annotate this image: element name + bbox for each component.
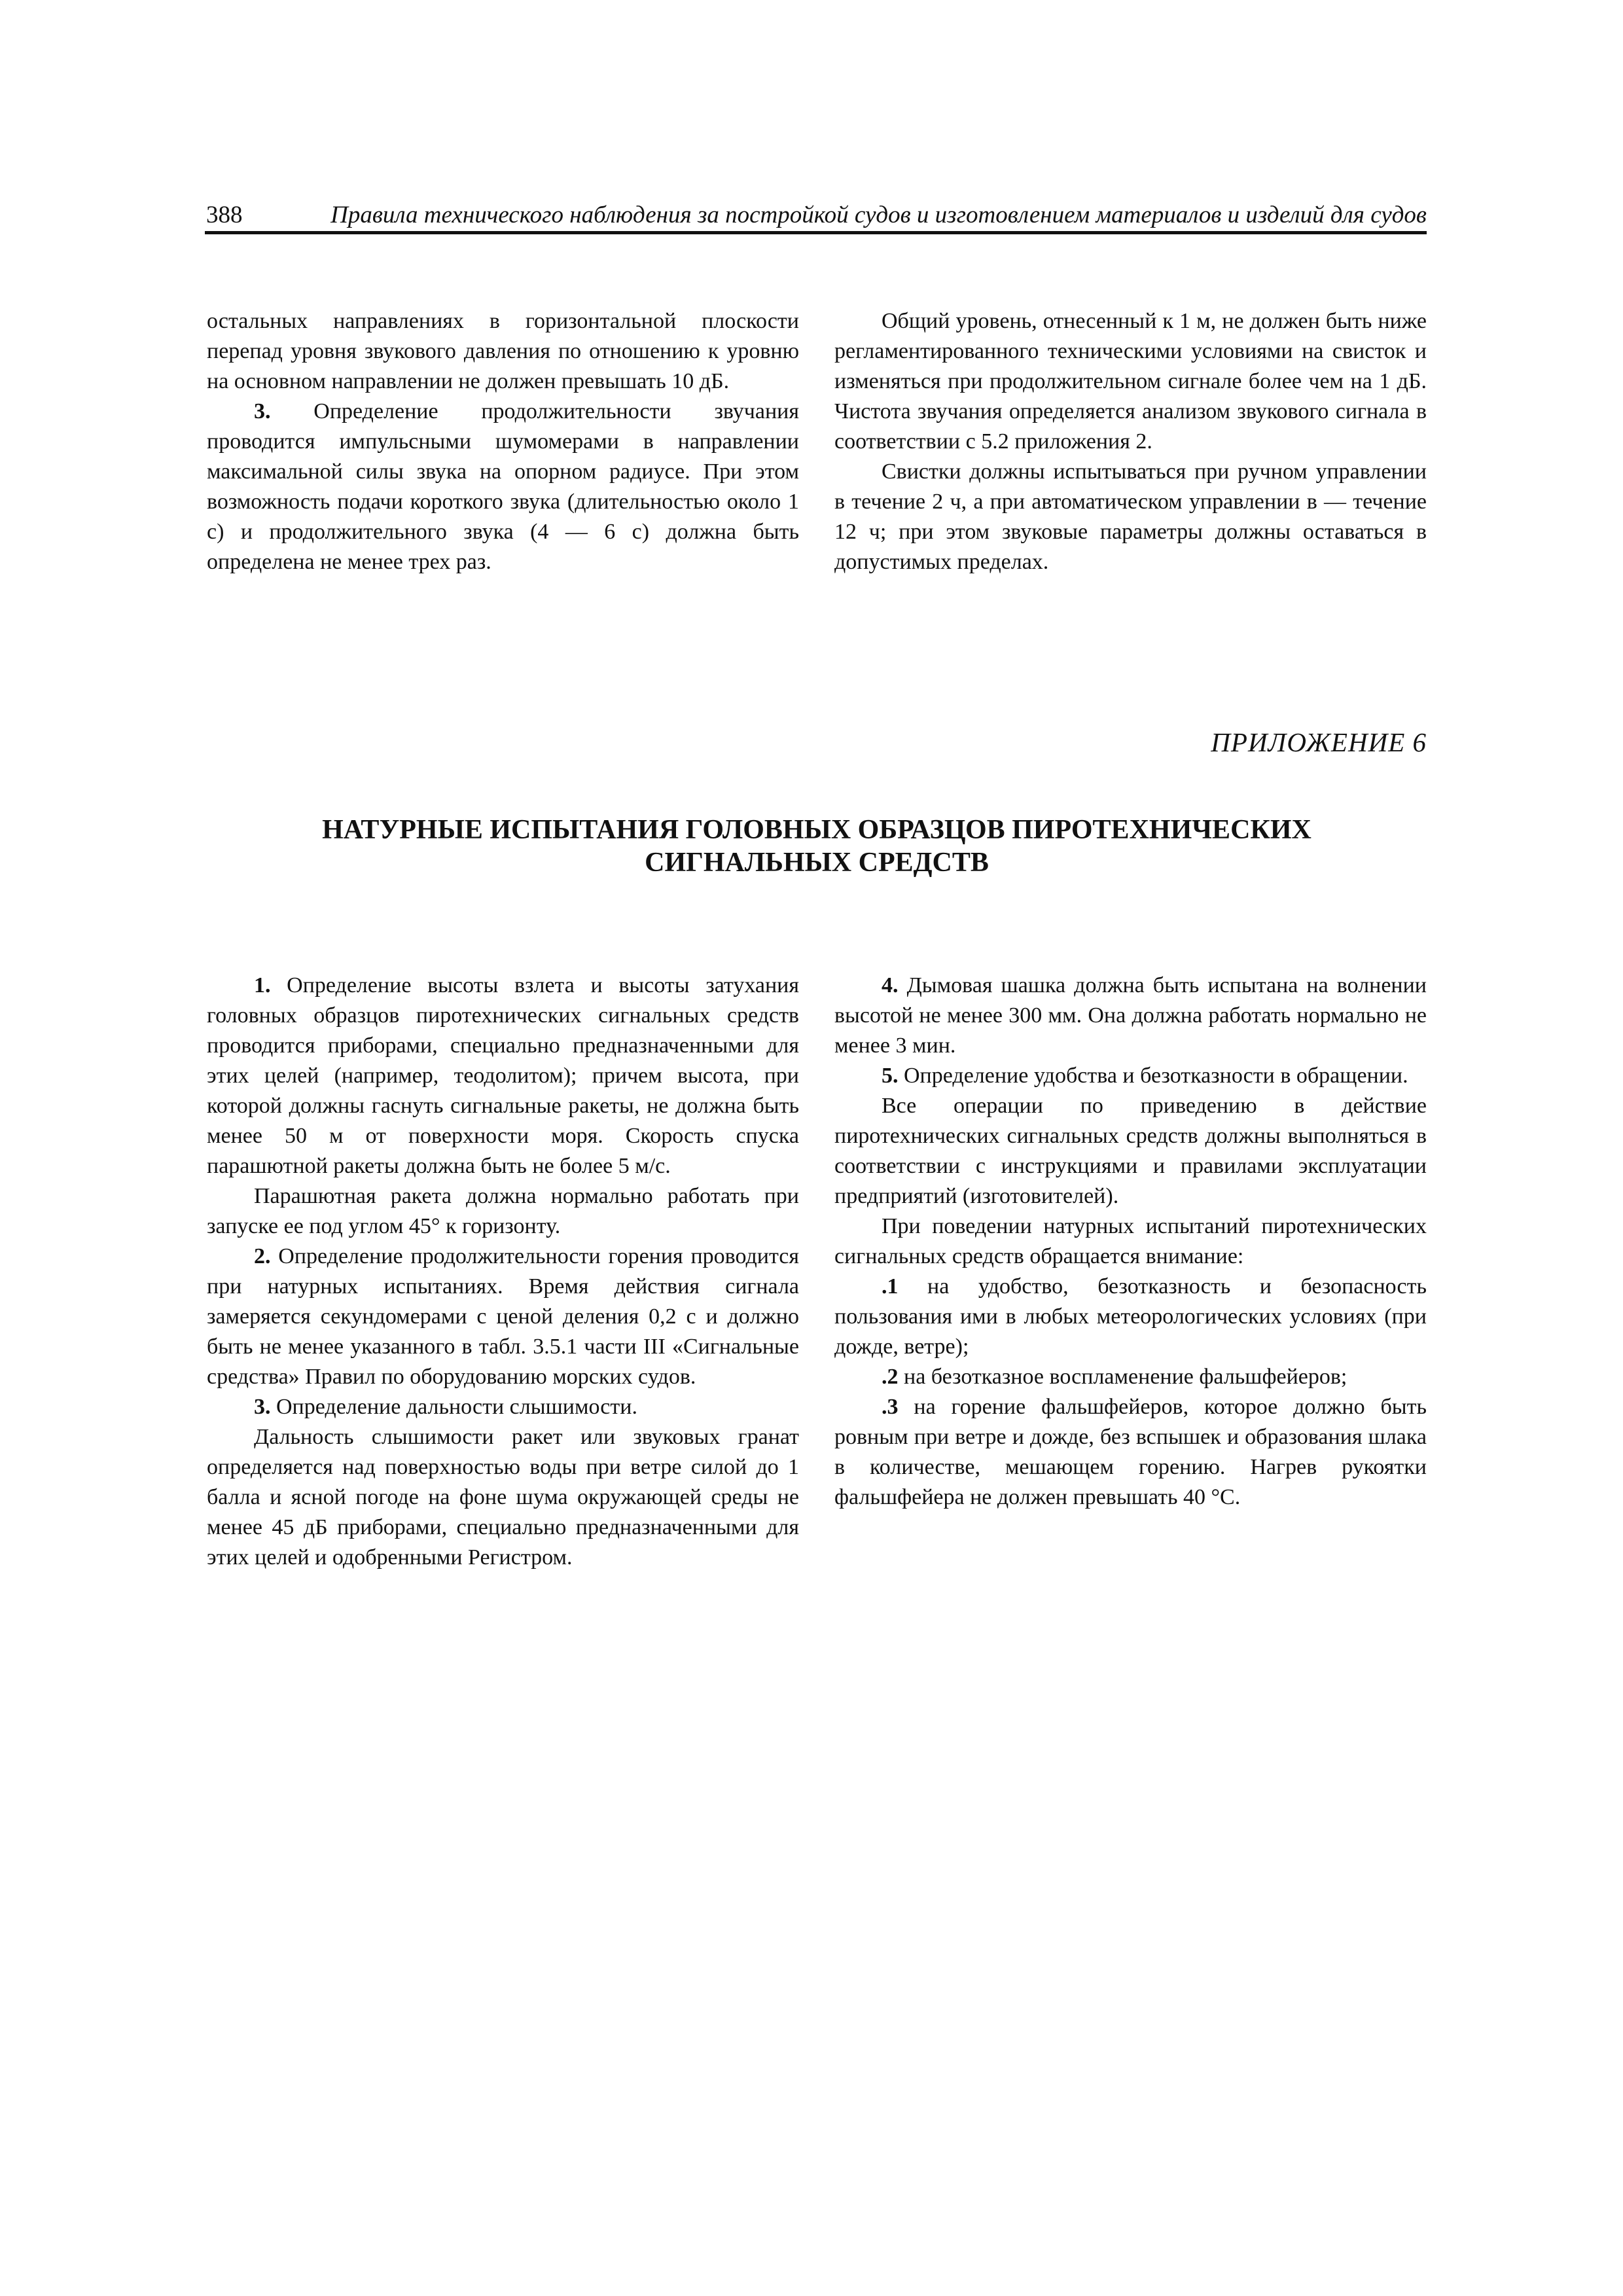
paragraph-text: Дымовая шашка должна быть испытана на волнении высотой не менее 300 мм. Она должна работать нормально не менее 3 мин. [834, 973, 1427, 1058]
paragraph-text: Определение удобства и безотказности в обращении. [898, 1064, 1408, 1088]
paragraph-text: Определение дальности слышимости. [270, 1395, 637, 1419]
paragraph [834, 457, 1427, 577]
section-title [207, 814, 1427, 879]
item-number: 5. [882, 1064, 899, 1088]
paragraph-text: Все операции по приведению в действие пиротехнических сигнальных средств должны выполняться в соответствии с инструкциями и правилами эксплуатации предприятий (изготовителей). [834, 1094, 1427, 1208]
item-number: 4. [882, 973, 899, 997]
paragraph [834, 1211, 1427, 1272]
item-number: 1. [254, 973, 271, 997]
paragraph [207, 1392, 799, 1422]
paragraph-text: на удобство, безотказность и безопасность пользования ими в любых метеорологических условиях (при дожде, ветре); [834, 1274, 1427, 1359]
paragraph-text: Определение продолжительности горения проводится при натурных испытаниях. Время действия сигнала замеряется секундомерами с ценой деления 0,2 с и должно быть не менее указанного в табл. 3.5.1 части III «Сигнальные средства» Правил по оборудованию морских судов. [207, 1244, 799, 1389]
paragraph-text: При поведении натурных испытаний пиротехнических сигнальных средств обращается внимание: [834, 1214, 1427, 1268]
paragraph [834, 1272, 1427, 1362]
paragraph [834, 1392, 1427, 1513]
paragraph [834, 1061, 1427, 1091]
paragraph-text: Свистки должны испытываться при ручном управлении в течение 2 ч, а при автоматическом управлении в — течение 12 ч; при этом звуковые параметры должны оставаться в допустимых пределах. [834, 459, 1427, 574]
top-left-column [207, 306, 799, 577]
paragraph [834, 971, 1427, 1061]
paragraph-text: на безотказное воспламенение фальшфейеров; [898, 1365, 1347, 1389]
paragraph [207, 971, 799, 1181]
page-number: 388 [206, 202, 243, 228]
paragraph [207, 397, 799, 577]
paragraph-text: Дальность слышимости ракет или звуковых гранат определяется над поверхностью воды при ветре силой до 1 балла и ясной погоде на фоне шума окружающей среды не менее 45 дБ приборами, специально предназначенными для этих целей и одобренными Регистром. [207, 1425, 799, 1570]
paragraph [207, 1422, 799, 1573]
bottom-right-column [834, 971, 1427, 1513]
paragraph-text: Парашютная ракета должна нормально работать при запуске ее под углом 45° к горизонту. [207, 1184, 799, 1238]
paragraph-text: Определение продолжительности звучания проводится импульсными шумомерами в направлении максимальной силы звука на опорном радиусе. При этом возможность подачи короткого звука (длительностью около 1 с) и продолжительного звука (4 — 6 с) должна быть определена не менее трех раз. [207, 399, 799, 574]
paragraph [207, 306, 799, 397]
section-title-line-1: НАТУРНЫЕ ИСПЫТАНИЯ ГОЛОВНЫХ ОБРАЗЦОВ ПИРОТЕХНИЧЕСКИХ [322, 815, 1311, 845]
item-number: .3 [882, 1395, 899, 1419]
paragraph-text: на горение фальшфейеров, которое должно быть ровным при ветре и дожде, без вспышек и образования шлака в количестве, мешающем горению. Нагрев рукоятки фальшфейера не должен превышать 40 °С. [834, 1395, 1427, 1509]
page-header [205, 200, 1427, 234]
top-right-column [834, 306, 1427, 577]
item-number: .2 [882, 1365, 899, 1389]
paragraph [834, 306, 1427, 457]
item-number: 2. [254, 1244, 271, 1268]
paragraph-text: Общий уровень, отнесенный к 1 м, не должен быть ниже регламентированного техническими условиями на свисток и изменяться при продолжительном сигнале более чем на 1 дБ. Чистота звучания определяется анализом звукового сигнала в соответствии с 5.2 приложения 2. [834, 309, 1427, 454]
paragraph-text: Определение высоты взлета и высоты затухания головных образцов пиротехнических сигнальных средств проводится приборами, специально предназначенными для этих целей (например, теодолитом); причем высота, при которой должны гаснуть сигнальные ракеты, не должна быть менее 50 м от поверхности моря. Скорость спуска парашютной ракеты должна быть не более 5 м/с. [207, 973, 799, 1178]
paragraph [207, 1181, 799, 1242]
section-title-line-2: СИГНАЛЬНЫХ СРЕДСТВ [645, 848, 989, 878]
item-number: 3. [254, 1395, 271, 1419]
running-title: Правила технического наблюдения за постройкой судов и изготовлением материалов и изделий для судов [330, 202, 1427, 228]
paragraph [207, 1242, 799, 1392]
item-number: .1 [882, 1274, 899, 1299]
paragraph-text: остальных направлениях в горизонтальной плоскости перепад уровня звукового давления по отношению к уровню на основном направлении не должен превышать 10 дБ. [207, 309, 799, 393]
appendix-label: ПРИЛОЖЕНИЕ 6 [1211, 727, 1427, 757]
item-number: 3. [254, 399, 271, 423]
paragraph [834, 1362, 1427, 1392]
bottom-left-column [207, 971, 799, 1573]
paragraph [834, 1091, 1427, 1211]
